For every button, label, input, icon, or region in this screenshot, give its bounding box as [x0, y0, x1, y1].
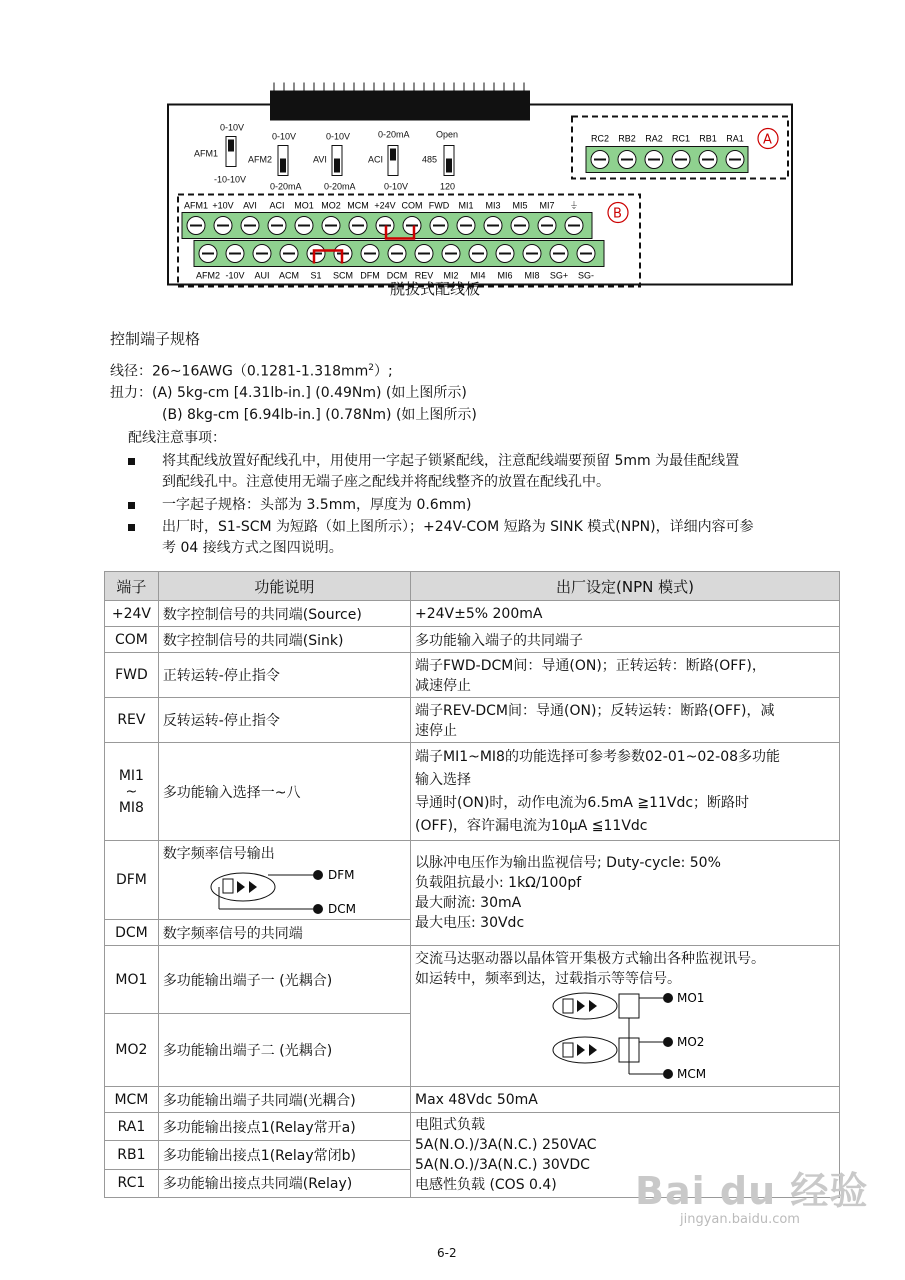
- diagram-caption: 脱拔式配线板: [390, 280, 481, 298]
- torque-spec-a: 扭力：(A) 5kg-cm [4.31lb-in.] (0.49Nm) (如上图所示): [110, 385, 467, 401]
- terminal-label: MI5: [512, 200, 528, 211]
- terminal-label: SCM: [333, 270, 353, 281]
- terminal-label: AVI: [243, 200, 257, 211]
- terminal-label: ⏚: [569, 200, 579, 211]
- terminal-label: FWD: [428, 200, 450, 211]
- terminal-label: MCM: [347, 200, 369, 211]
- s485-top-label: Open: [436, 129, 459, 140]
- page-number: 6-2: [437, 1246, 457, 1260]
- terminal-label: -10V: [225, 270, 245, 281]
- table-row: MI1 ~ MI8 多功能输入选择一~八 端子MI1~MI8的功能选择可参考参数02-01~02-08多功能 输入选择 导通时(ON)时，动作电流为6.5mA ≧11Vdc；断路时 (OFF)，容许漏电流为10μA ≦11Vdc: [105, 743, 840, 841]
- terminal-label: RB2: [618, 133, 636, 144]
- aci-bottom-label: 0-10V: [384, 181, 409, 192]
- terminal-label: SG-: [577, 270, 595, 281]
- table-row: MO1 多功能输出端子一 (光耦合) 交流马达驱动器以晶体管开集极方式输出各种监视讯号。 如运转中，频率到达，过载指示等等信号。 MO1 MO2 MCM: [105, 946, 840, 1014]
- aci-label: ACI: [368, 154, 384, 165]
- terminal-label: +24V: [374, 200, 396, 211]
- section-title: 控制端子规格: [110, 330, 201, 348]
- mo2-diagram-label: MO2: [677, 1035, 705, 1049]
- mcm-diagram-label: MCM: [677, 1067, 707, 1081]
- marker-a: A: [763, 132, 772, 148]
- s485-bottom-label: 120: [440, 181, 456, 192]
- terminal-label: RC2: [590, 133, 610, 144]
- terminal-label: MI3: [485, 200, 501, 211]
- marker-b: B: [613, 206, 622, 222]
- terminal-label: MO1: [294, 200, 314, 211]
- afm1-label: AFM1: [194, 148, 219, 159]
- table-row: DCM 数字频率信号的共同端: [105, 920, 840, 946]
- header-code: 端子: [105, 572, 159, 601]
- mo-output-diagram: [535, 988, 835, 1084]
- bullet-item: 出厂时，S1-SCM 为短路（如上图所示）；+24V-COM 短路为 SINK 模式(NPN)，详细内容可参 考 04 接线方式之图四说明。: [128, 517, 868, 559]
- terminal-label: MI1: [458, 200, 474, 211]
- wire-spec: 线径：$26\sim 16AWG(0.1281-1.318mm^2)$;: [110, 363, 393, 380]
- terminal-label: MI2: [443, 270, 459, 281]
- terminal-label: REV: [414, 270, 434, 281]
- dfm-output-diagram: [163, 865, 373, 917]
- avi-bottom-label: 0-20mA: [324, 181, 356, 192]
- table-row: MO2 多功能输出端子二 (光耦合): [105, 1014, 840, 1087]
- terminal-label: SG+: [549, 270, 569, 281]
- mo1-diagram-label: MO1: [677, 991, 705, 1005]
- header-default: 出厂设定(NPN 模式): [411, 572, 840, 601]
- avi-top-label: 0-10V: [326, 131, 351, 142]
- afm1-bottom-label: -10-10V: [214, 174, 247, 185]
- s485-label: 485: [422, 154, 438, 165]
- avi-label: AVI: [313, 154, 327, 165]
- terminal-label: AFM1: [183, 200, 209, 211]
- table-row: REV 反转运转-停止指令 端子REV-DCM间：导通(ON)；反转运转：断路(OFF)，减 速停止: [105, 698, 840, 743]
- terminal-label: S1: [310, 270, 322, 281]
- terminal-label: COM: [401, 200, 423, 211]
- terminal-board-diagram: [160, 70, 800, 310]
- terminal-label: ACM: [279, 270, 299, 281]
- terminal-label: RB1: [699, 133, 717, 144]
- terminal-label: +10V: [212, 200, 234, 211]
- header-function: 功能说明: [158, 572, 410, 601]
- bullet-item: 一字起子规格：头部为 3.5mm，厚度为 0.6mm): [128, 495, 868, 516]
- bullet-item: 将其配线放置好配线孔中，用使用一字起子锁紧配线，注意配线端要预留 5mm 为最佳配线置 到配线孔中。注意使用无端子座之配线并将配线整齐的放置在配线孔中。: [128, 451, 868, 493]
- table-row: FWD 正转运转-停止指令 端子FWD-DCM间：导通(ON)；正转运转：断路(OFF)， 减速停止: [105, 653, 840, 698]
- table-header-row: [105, 572, 840, 601]
- terminal-label: DCM: [386, 270, 408, 281]
- aci-top-label: 0-20mA: [378, 129, 410, 140]
- terminal-label: MI6: [497, 270, 513, 281]
- terminal-label: RA2: [645, 133, 663, 144]
- table-row: RC1 多功能输出接点共同端(Relay): [105, 1169, 840, 1197]
- afm1-top-label: 0-10V: [220, 122, 245, 133]
- terminal-label: DFM: [360, 270, 380, 281]
- watermark-brand: Bai du 经验: [635, 1169, 869, 1213]
- terminal-spec-table: [104, 571, 840, 1198]
- afm2-bottom-label: 0-20mA: [270, 181, 302, 192]
- table-row: MCM 多功能输出端子共同端(光耦合) Max 48Vdc 50mA: [105, 1087, 840, 1113]
- terminal-label: RA1: [726, 133, 744, 144]
- torque-spec-b: (B) 8kg-cm [6.94lb-in.] (0.78Nm) (如上图所示): [162, 407, 477, 423]
- watermark-url: jingyan.baidu.com: [680, 1212, 800, 1227]
- table-row: +24V 数字控制信号的共同端(Source) +24V±5% 200mA: [105, 601, 840, 627]
- table-row: RB1 多功能输出接点1(Relay常闭b): [105, 1141, 840, 1169]
- table-row: RA1 多功能输出接点1(Relay常开a) 电阻式负载 5A(N.O.)/3A(N.C.) 250VAC 5A(N.O.)/3A(N.C.) 30VDC 电感性负载 (COS 0.4): [105, 1113, 840, 1141]
- notes-title: 配线注意事项：: [128, 430, 226, 446]
- terminal-label: MI7: [539, 200, 555, 211]
- dcm-diagram-label: DCM: [327, 902, 356, 916]
- terminal-label: ACI: [269, 200, 285, 211]
- afm2-label: AFM2: [248, 154, 273, 165]
- terminal-label: RC1: [671, 133, 691, 144]
- table-row: COM 数字控制信号的共同端(Sink) 多功能输入端子的共同端子: [105, 627, 840, 653]
- afm2-top-label: 0-10V: [272, 131, 297, 142]
- table-row: DFM 数字频率信号输出 DFM DCM 以脉冲电压作为输出监视信号; Duty-cycle: 50% 负载阻抗最小: 1kΩ/100pf 最大耐流: 30mA 最大电压: 30Vdc: [105, 841, 840, 920]
- terminal-label: AUI: [254, 270, 270, 281]
- dfm-diagram-label: DFM: [327, 868, 355, 882]
- terminal-label: MI8: [524, 270, 540, 281]
- terminal-label: MI4: [470, 270, 486, 281]
- terminal-label: MO2: [321, 200, 341, 211]
- terminal-label: AFM2: [195, 270, 221, 281]
